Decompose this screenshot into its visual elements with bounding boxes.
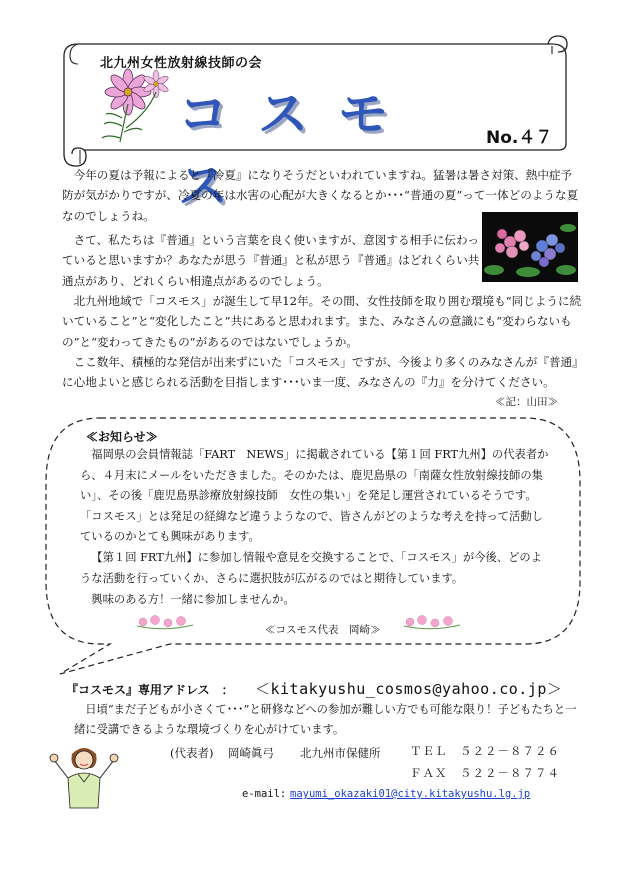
contact-email-link[interactable]: mayumi_okazaki01@city.kitakyushu.lg.jp bbox=[290, 788, 531, 800]
intro-paragraph-3: 北九州地域で「コスモス」が誕生して早12年。その間、女性技師を取り囲む環境も“同じように続いていること”と“変化したこと”共にあると思われます。また、みなさんの意識にも“変わらないもの”と“変わってきたもの”があるのではないでしょうか。 bbox=[62, 294, 582, 349]
email-label: e-mail: bbox=[242, 788, 287, 800]
phone-number: ＴＥＬ ５２２－８７２６ bbox=[410, 744, 560, 758]
hydrangea-illustration bbox=[482, 212, 578, 282]
address-label: 『コスモス』専用アドレス ： bbox=[66, 683, 234, 697]
intro-signature: ≪記：山田≫ bbox=[495, 396, 558, 408]
organization-name: 北九州女性放射線技師の会 bbox=[100, 56, 263, 71]
representative-name: 岡崎眞弓 bbox=[228, 746, 274, 760]
intro-paragraph-4: ここ数年、積極的な発信が出来ずにいた「コスモス」ですが、今後より多くのみなさんが『普通』に心地よいと感じられる活動を目指します･･･いま一度、みなさんの『力』を分けてください。 bbox=[62, 355, 578, 390]
notice-heading: ≪お知らせ≫ bbox=[86, 430, 158, 444]
notice-paragraph-2: 【第１回 FRT九州】に参加し情報や意見を交換することで、「コスモス」が今後、どのような活動を行っていくか、さらに選択肢が広がるのではと期待しています。 bbox=[80, 551, 542, 585]
notice-paragraph-3: 興味のある方！一緒に参加しませんか。 bbox=[91, 593, 295, 606]
newsletter-title: コスモス bbox=[178, 85, 418, 215]
flower-decoration-right bbox=[402, 612, 462, 632]
office-name: 北九州市保健所 bbox=[300, 746, 381, 760]
fax-number: ＦＡＸ ５２２－８７７４ bbox=[410, 766, 560, 780]
closing-paragraph: 日頃“まだ子どもが小さくて･･･”と研修などへの参加が難しい方でも可能な限り！子どもたちと一緒に受講できるような環境づくりを心がけています。 bbox=[74, 703, 577, 736]
notice-paragraph-1: 福岡県の会員情報誌「FART NEWS」に掲載されている【第１回 FRT九州】の代表者から、４月末にメールをいただきました。そのかたは、鹿児島県の「南薩女性放射線技師の集い」、その後「鹿児島県診療放射線技師 女性の集い」を発足し運営されているそうです。「コスモス」とは発足の経緯など違うようなので、皆さんがどのような考えを持って活動しているのかとても興味があります。 bbox=[80, 448, 549, 544]
cosmos-flower-illustration bbox=[96, 68, 176, 144]
cheering-person-illustration bbox=[48, 742, 120, 812]
email-address-display: ＜kitakyushu_cosmos@yahoo.co.jp＞ bbox=[255, 680, 563, 698]
representative-label: (代表者) bbox=[170, 746, 214, 760]
issue-number: No.４７ bbox=[486, 128, 553, 148]
intro-paragraph-1: 今年の夏は予報によると『冷夏』になりそうだといわれていますね。猛暑は暑さ対策、熱中症予防が気がかりですが、冷夏の年は水害の心配が大きくなるとか･･･“普通の夏”って一体どのような夏なのでしょうね。 bbox=[62, 168, 579, 223]
notice-signature: ≪コスモス代表 岡崎≫ bbox=[265, 624, 381, 636]
intro-paragraph-2: さて、私たちは『普通』という言葉を良く使いますが、意図する相手に伝わっていると思いますか？あなたが思う『普通』と私が思う『普通』はどれくらい共通点があり、どれくらい相違点があるのでしょう。 bbox=[62, 233, 480, 288]
flower-decoration-left bbox=[135, 612, 195, 632]
